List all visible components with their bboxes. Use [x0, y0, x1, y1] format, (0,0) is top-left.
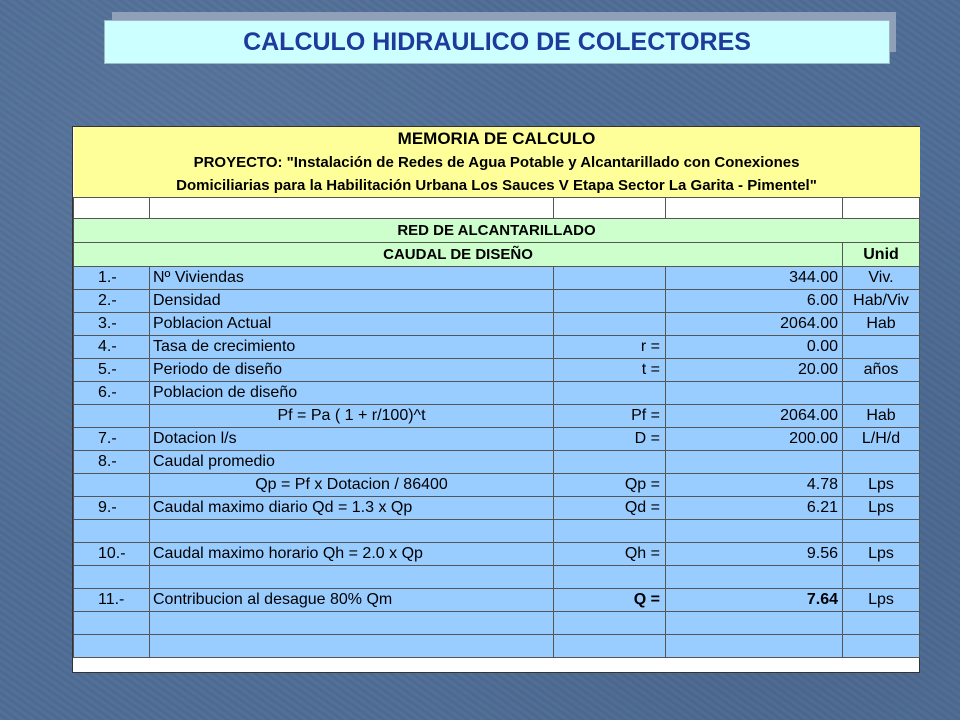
section-title: RED DE ALCANTARILLADO [74, 219, 920, 243]
row-description: Caudal promedio [150, 451, 554, 474]
row-formula: Qp = Pf x Dotacion / 86400 [150, 474, 554, 497]
row-description: Caudal maximo horario Qh = 2.0 x Qp [150, 543, 554, 566]
table-row [74, 359, 920, 382]
table-row [74, 313, 920, 336]
row-unit: L/H/d [843, 428, 920, 451]
row-number: 8.- [74, 451, 150, 474]
row-formula: Pf = Pa ( 1 + r/100)^t [150, 405, 554, 428]
empty-cell [843, 635, 920, 658]
row-unit: años [843, 359, 920, 382]
row-symbol: Pf = [554, 405, 666, 428]
memoria-heading: MEMORIA DE CALCULO [74, 127, 920, 151]
row-number: 9.- [74, 497, 150, 520]
table-row [74, 428, 920, 451]
empty-cell [150, 198, 554, 219]
table-row [74, 543, 920, 566]
project-line-1-row [74, 151, 920, 174]
row-value [666, 451, 843, 474]
table-row [74, 635, 920, 658]
empty-cell [554, 612, 666, 635]
table-row [74, 405, 920, 428]
table-row [74, 474, 920, 497]
project-line-1: PROYECTO: "Instalación de Redes de Agua Potable y Alcantarillado con Conexiones [74, 151, 920, 174]
row-symbol [554, 313, 666, 336]
subsection-row [74, 243, 920, 267]
row-description: Periodo de diseño [150, 359, 554, 382]
table-row [74, 267, 920, 290]
row-unit [843, 382, 920, 405]
empty-cell [74, 566, 150, 589]
empty-cell [150, 612, 554, 635]
empty-cell [150, 520, 554, 543]
row-unit: Hab/Viv [843, 290, 920, 313]
row-unit [843, 336, 920, 359]
row-unit [843, 451, 920, 474]
empty-cell [843, 198, 920, 219]
empty-cell [74, 612, 150, 635]
section-row [74, 219, 920, 243]
row-unit: Lps [843, 589, 920, 612]
row-symbol: r = [554, 336, 666, 359]
row-value: 200.00 [666, 428, 843, 451]
row-value: 344.00 [666, 267, 843, 290]
empty-cell [554, 198, 666, 219]
empty-cell [843, 612, 920, 635]
empty-cell [554, 635, 666, 658]
row-description: Densidad [150, 290, 554, 313]
empty-cell [666, 612, 843, 635]
row-symbol [554, 267, 666, 290]
row-value: 20.00 [666, 359, 843, 382]
row-number: 11.- [74, 589, 150, 612]
row-value: 6.00 [666, 290, 843, 313]
empty-cell [843, 566, 920, 589]
row-description: Tasa de crecimiento [150, 336, 554, 359]
row-description: Contribucion al desague 80% Qm [150, 589, 554, 612]
row-value: 2064.00 [666, 405, 843, 428]
row-description: Caudal maximo diario Qd = 1.3 x Qp [150, 497, 554, 520]
row-unit: Lps [843, 497, 920, 520]
blank-row [74, 198, 920, 219]
row-number: 4.- [74, 336, 150, 359]
empty-cell [74, 198, 150, 219]
row-description: Poblacion de diseño [150, 382, 554, 405]
row-value: 9.56 [666, 543, 843, 566]
empty-cell [74, 635, 150, 658]
empty-cell [666, 520, 843, 543]
spreadsheet-table [72, 126, 920, 673]
row-symbol: t = [554, 359, 666, 382]
subsection-title: CAUDAL DE DISEÑO [74, 243, 843, 267]
table-row [74, 290, 920, 313]
table-row [74, 336, 920, 359]
row-value: 7.64 [666, 589, 843, 612]
row-unit: Lps [843, 543, 920, 566]
row-symbol [554, 451, 666, 474]
row-unit: Hab [843, 313, 920, 336]
table-row [74, 497, 920, 520]
row-value: 2064.00 [666, 313, 843, 336]
table-row [74, 566, 920, 589]
table-row [74, 382, 920, 405]
row-symbol: Qd = [554, 497, 666, 520]
row-description: Nº Viviendas [150, 267, 554, 290]
row-symbol [554, 290, 666, 313]
row-description: Dotacion l/s [150, 428, 554, 451]
row-number [74, 405, 150, 428]
unit-header: Unid [843, 243, 920, 267]
memoria-heading-row [74, 127, 920, 151]
row-description: Poblacion Actual [150, 313, 554, 336]
row-value [666, 382, 843, 405]
empty-cell [150, 635, 554, 658]
row-unit: Viv. [843, 267, 920, 290]
empty-cell [666, 198, 843, 219]
row-number: 10.- [74, 543, 150, 566]
row-number: 5.- [74, 359, 150, 382]
empty-cell [666, 635, 843, 658]
row-value: 4.78 [666, 474, 843, 497]
row-value: 0.00 [666, 336, 843, 359]
table-row [74, 520, 920, 543]
empty-cell [843, 520, 920, 543]
slide-title: CALCULO HIDRAULICO DE COLECTORES [104, 20, 890, 64]
row-number: 2.- [74, 290, 150, 313]
row-unit: Hab [843, 405, 920, 428]
empty-cell [554, 520, 666, 543]
row-symbol: Qp = [554, 474, 666, 497]
empty-cell [150, 566, 554, 589]
row-unit: Lps [843, 474, 920, 497]
row-number: 7.- [74, 428, 150, 451]
empty-cell [74, 520, 150, 543]
row-number: 3.- [74, 313, 150, 336]
row-number [74, 474, 150, 497]
row-symbol: D = [554, 428, 666, 451]
empty-cell [554, 566, 666, 589]
row-value: 6.21 [666, 497, 843, 520]
row-number: 1.- [74, 267, 150, 290]
table-row [74, 612, 920, 635]
table-row [74, 589, 920, 612]
project-line-2-row [74, 174, 920, 198]
row-symbol: Q = [554, 589, 666, 612]
calculation-table [73, 127, 920, 658]
row-number: 6.- [74, 382, 150, 405]
row-symbol: Qh = [554, 543, 666, 566]
row-symbol [554, 382, 666, 405]
project-line-2: Domiciliarias para la Habilitación Urbana Los Sauces V Etapa Sector La Garita - Pimentel" [74, 174, 920, 198]
empty-cell [666, 566, 843, 589]
table-row [74, 451, 920, 474]
